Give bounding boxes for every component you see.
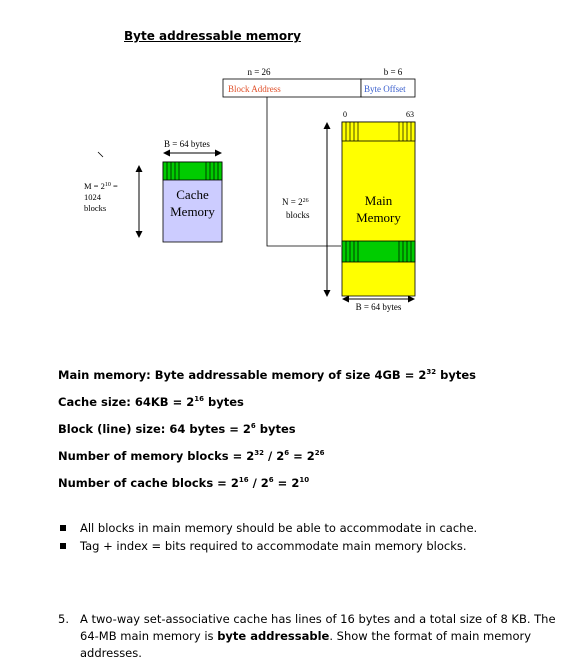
cache-highlighted-block — [163, 162, 222, 180]
cache-label-line2: Memory — [170, 204, 215, 219]
main-label-line2: Memory — [356, 210, 401, 225]
main-memory-top-block — [342, 122, 415, 141]
m-label: $M = 2^{10}$ = — [84, 181, 118, 191]
byte-offset-label: Byte Offset — [364, 84, 406, 94]
fact-cache-size: Cache size: $64KB = 2^{16}$ bytes — [58, 395, 244, 409]
memory-diagram — [0, 0, 579, 330]
list-item: Tag + index = bits required to accommodate main memory blocks. — [58, 537, 477, 555]
bullet-square-icon — [60, 525, 66, 531]
fact-main-memory: Main memory: Byte addressable memory of size $4GB = 2^{32}$ bytes — [58, 368, 476, 382]
n-label: n = 26 — [247, 67, 271, 77]
bullet-square-icon — [60, 543, 66, 549]
question-number: 5. — [58, 612, 69, 626]
main-label-line1: Main — [364, 193, 393, 208]
fact-cache-blocks: Number of cache blocks = $2^{16} / 2^6 = 2^{10}$ — [58, 476, 310, 490]
main-memory-highlighted-block — [342, 241, 415, 262]
cache-label-line1: Cache — [176, 187, 209, 202]
main-block-size-label: B = 64 bytes — [355, 302, 402, 312]
question-text: A two-way set-associative cache has lines of 16 bytes and a total size of 8 KB. The 64-MB main memory is byte addressable. Show the format of main memory addresses. — [80, 612, 556, 660]
list-item: All blocks in main memory should be able to accommodate in cache. — [58, 519, 477, 537]
main-memory-box — [342, 122, 415, 296]
main-index-right: 63 — [406, 110, 414, 119]
n-blocks-label: $N = 2^{26}$ — [282, 197, 309, 207]
b-label: b = 6 — [383, 67, 403, 77]
cache-block-size-label: B = 64 bytes — [164, 139, 210, 149]
main-index-left: 0 — [343, 110, 347, 119]
m-count-label: 1024 — [84, 192, 101, 202]
bullet-list — [58, 519, 477, 555]
page-title: Byte addressable memory — [124, 29, 301, 43]
n-blocks-word: blocks — [286, 210, 310, 220]
fact-memory-blocks: Number of memory blocks = $2^{32} / 2^6 = 2^{26}$ — [58, 449, 325, 463]
m-blocks-label: blocks — [84, 203, 107, 213]
fact-block-size: Block (line) size: 64 bytes = $2^6$ bytes — [58, 422, 296, 436]
stray-mark — [98, 152, 103, 157]
block-address-label: Block Address — [228, 84, 281, 94]
address-connector-line — [267, 97, 341, 246]
